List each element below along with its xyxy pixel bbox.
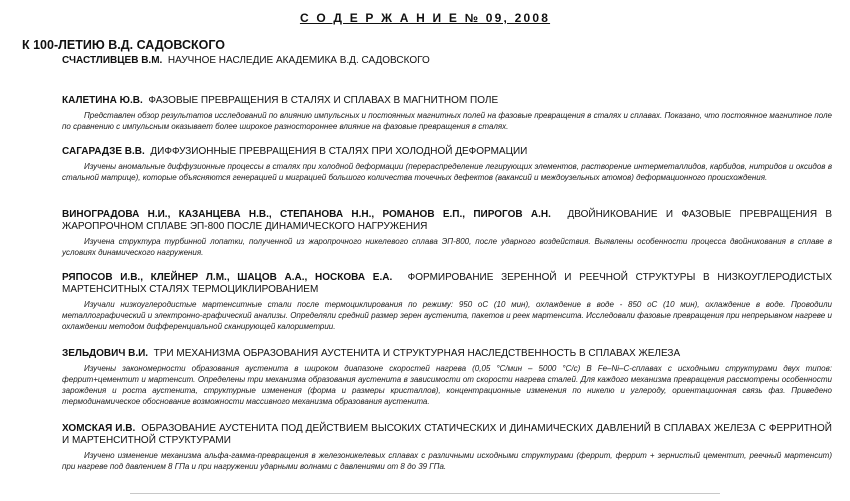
article-title-link[interactable]: ФАЗОВЫЕ ПРЕВРАЩЕНИЯ В СТАЛЯХ И СПЛАВАХ В МАГНИТНОМ ПОЛЕ xyxy=(148,95,499,106)
article-title-link[interactable]: ФОРМИРОВАНИЕ ЗЕРЕННОЙ И РЕЕЧНОЙ СТРУКТУРЫ В НИЗКОУГЛЕРОДИСТЫХ МАРТЕНСИТНЫХ СТАЛЯХ ТЕРМОЦИКЛИРОВАНИЕМ xyxy=(62,272,832,295)
article-authors: ЗЕЛЬДОВИЧ В.И. xyxy=(62,348,149,359)
article-1 xyxy=(62,146,832,183)
article-abstract: Изучено изменение механизма альфа-гамма-превращения в железоникелевых сплавах с различными исходными структурами (феррит, феррит + зернистый цементит, реечный мартенсит) при нагреве под давлением 8 ГПа и при нагружении ударными волнами с давлениями от 8 до 39 ГПа. xyxy=(62,451,832,471)
article-abstract: Представлен обзор результатов исследований по влиянию импульсных и постоянных магнитных полей на фазовые превращения в сталях и сплавах. Показано, что постоянное магнитное поле по сравнению с импульсным оказывает более широкое разностороннее влияние на фазовые превращения в сталях. xyxy=(62,111,832,131)
lead-authors: СЧАСТЛИВЦЕВ В.М. xyxy=(62,55,163,66)
article-title-link[interactable]: ОБРАЗОВАНИЕ АУСТЕНИТА ПОД ДЕЙСТВИЕМ ВЫСОКИХ СТАТИЧЕСКИХ И ДИНАМИЧЕСКИХ ДАВЛЕНИЙ В СПЛАВАХ ЖЕЛЕЗА С ФЕРРИТНОЙ И МАРТЕНСИТНОЙ СТРУКТУРАМИ xyxy=(62,423,832,446)
lead-article[interactable] xyxy=(62,55,430,66)
article-abstract: Изучена структура турбинной лопатки, полученной из жаропрочного никелевого сплава ЭП-800, после ударного воздействия. Выявлены особенности процесса двойникования в сплаве в условиях динамического нагружения. xyxy=(62,237,832,257)
article-abstract: Изучены аномальные диффузионные процессы в сталях при холодной деформации (перераспределение легирующих элементов, растворение интерметаллидов, карбидов, нитридов и оксидов в стальной матрице), которые объясняются генерацией и миграцией большого количества точечных дефектов (вакансий и междоузельных атомов) деформационного происхождения. xyxy=(62,162,832,182)
article-5 xyxy=(62,423,832,472)
section-title: К 100-ЛЕТИЮ В.Д. САДОВСКОГО xyxy=(22,38,225,52)
article-2 xyxy=(62,209,832,258)
article-authors: ВИНОГРАДОВА Н.И., КАЗАНЦЕВА Н.В., СТЕПАНОВА Н.Н., РОМАНОВ Е.П., ПИРОГОВ А.Н. xyxy=(62,209,551,220)
article-authors: КАЛЕТИНА Ю.В. xyxy=(62,95,143,106)
article-authors: САГАРАДЗЕ В.В. xyxy=(62,146,145,157)
article-title-link[interactable]: ТРИ МЕХАНИЗМА ОБРАЗОВАНИЯ АУСТЕНИТА И СТРУКТУРНАЯ НАСЛЕДСТВЕННОСТЬ В СПЛАВАХ ЖЕЛЕЗА xyxy=(153,348,681,359)
footer-divider xyxy=(130,493,720,494)
article-4 xyxy=(62,348,832,407)
article-0 xyxy=(62,95,832,132)
article-abstract: Изучали низкоуглеродистые мартенситные стали после термоциклирования по режиму: 950 оС (10 мин), охлаждение в воде - 850 оС (10 мин), охлаждение в воде. Проводили металлографический и электронно-графический анализы. Определяли средний размер зерен аустенита, пакетов и реек мартенсита. Исследовали фазовые превращения при непрерывном нагреве и охлаждении методом дифференциальной сканирующей калориметрии. xyxy=(62,300,832,331)
article-title-link[interactable]: ДВОЙНИКОВАНИЕ И ФАЗОВЫЕ ПРЕВРАЩЕНИЯ В ЖАРОПРОЧНОМ СПЛАВЕ ЭП-800 ПОСЛЕ ДИНАМИЧЕСКОГО НАГРУЖЕНИЯ xyxy=(62,209,833,232)
article-authors: ХОМСКАЯ И.В. xyxy=(62,423,136,434)
article-abstract: Изучены закономерности образования аустенита в широком диапазоне скоростей нагрева (0,05 °С/мин – 5000 °С/с) В Fe–Ni–C-сплавах с исходными структурами двух типов: феррит+цементит и мартенсит. Определены три механизма образования аустенита в зависимости от скорости нагрева сталей. Для каждого механизма превращения рассмотрены особенности зарождения и роста аустенита, структурные изменения (форма и размеры кристаллов), концентрационные изменения по никелю и углероду, ориентационная связь фаз. Приведено термодинамическое обоснование возможности массивного механизма образования аустенита. xyxy=(62,364,832,406)
article-title-link[interactable]: ДИФФУЗИОННЫЕ ПРЕВРАЩЕНИЯ В СТАЛЯХ ПРИ ХОЛОДНОЙ ДЕФОРМАЦИИ xyxy=(150,146,528,157)
article-authors: РЯПОСОВ И.В., КЛЕЙНЕР Л.М., ШАЦОВ А.А., НОСКОВА Е.А. xyxy=(62,272,393,283)
lead-title-link[interactable]: НАУЧНОЕ НАСЛЕДИЕ АКАДЕМИКА В.Д. САДОВСКОГО xyxy=(167,55,430,66)
page-title: С О Д Е Р Ж А Н И Е № 09, 2008 xyxy=(299,11,551,25)
article-3 xyxy=(62,272,832,332)
